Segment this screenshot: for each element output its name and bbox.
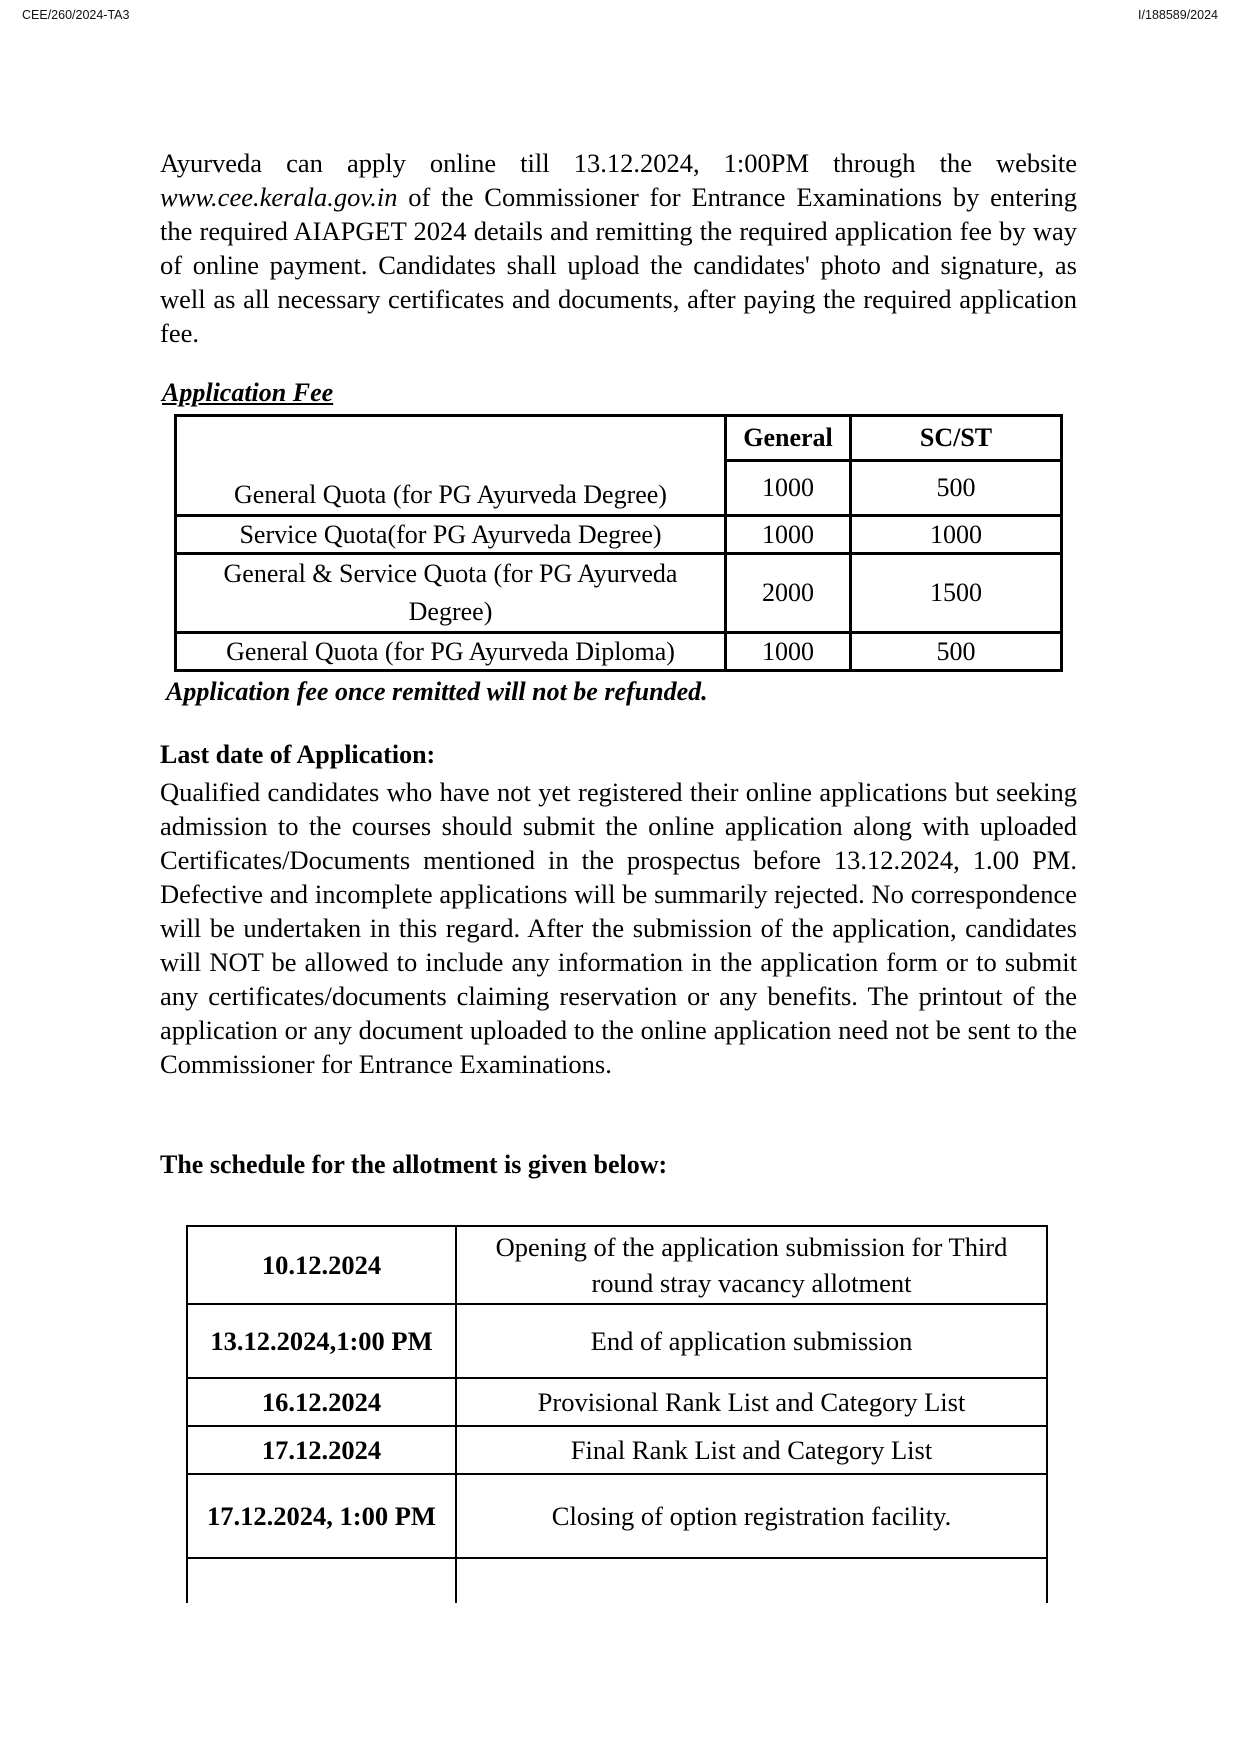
schedule-row [187, 1304, 1047, 1378]
fee-row [176, 516, 1062, 554]
application-fee-table [174, 414, 1063, 672]
fee-row-general: 1000 [726, 516, 851, 554]
fee-header-blank [176, 416, 726, 461]
schedule-date: 17.12.2024, 1:00 PM [187, 1474, 456, 1558]
intro-paragraph-container [160, 146, 1077, 350]
schedule-row-empty [187, 1558, 1047, 1603]
schedule-date: 17.12.2024 [187, 1426, 456, 1474]
fee-row [176, 461, 1062, 516]
schedule-date: 16.12.2024 [187, 1378, 456, 1426]
fee-header-scst: SC/ST [851, 416, 1062, 461]
fee-row-label: Service Quota(for PG Ayurveda Degree) [176, 516, 726, 554]
schedule-row [187, 1378, 1047, 1426]
schedule-row [187, 1474, 1047, 1558]
schedule-event: Closing of option registration facility. [456, 1474, 1047, 1558]
last-date-container [160, 775, 1077, 1081]
fee-row-scst: 500 [851, 461, 1062, 516]
document-reference-right: I/188589/2024 [1138, 8, 1218, 22]
schedule-event: Final Rank List and Category List [456, 1426, 1047, 1474]
fee-refund-note: Application fee once remitted will not be refunded. [166, 677, 708, 706]
schedule-event: Provisional Rank List and Category List [456, 1378, 1047, 1426]
last-date-heading: Last date of Application: [160, 740, 436, 769]
fee-header-general: General [726, 416, 851, 461]
fee-row [176, 554, 1062, 633]
schedule-date: 13.12.2024,1:00 PM [187, 1304, 456, 1378]
schedule-event [456, 1558, 1047, 1603]
application-fee-title: Application Fee [162, 378, 334, 407]
intro-paragraph [160, 146, 1077, 350]
fee-row-label: General Quota (for PG Ayurveda Diploma) [176, 633, 726, 671]
schedule-event: Opening of the application submission for Third round stray vacancy allotment [456, 1226, 1047, 1304]
fee-table-header [176, 416, 1062, 461]
fee-row-scst: 1000 [851, 516, 1062, 554]
allotment-schedule-table [186, 1225, 1048, 1603]
website-link[interactable]: www.cee.kerala.gov.in [160, 182, 398, 212]
document-reference-left: CEE/260/2024-TA3 [22, 8, 130, 22]
intro-text-1: Ayurveda can apply online till 13.12.2024, 1:00PM through the website [160, 148, 1077, 178]
schedule-heading: The schedule for the allotment is given below: [160, 1150, 668, 1179]
fee-row [176, 633, 1062, 671]
fee-row-general: 2000 [726, 554, 851, 633]
schedule-date: 10.12.2024 [187, 1226, 456, 1304]
fee-row-scst: 500 [851, 633, 1062, 671]
fee-row-scst: 1500 [851, 554, 1062, 633]
schedule-event: End of application submission [456, 1304, 1047, 1378]
intro-text-2: of the Commissioner for Entrance Examinations by entering the required AIAPGET 2024 details and remitting the required application fee by way of online payment. Candidates shall upload the candidates' photo and signature, as well as all necessary certificates and documents, after paying the required application fee. [160, 182, 1077, 348]
fee-row-general: 1000 [726, 461, 851, 516]
last-date-paragraph: Qualified candidates who have not yet registered their online applications but seeking admission to the courses should submit the online application along with uploaded Certificates/Documents mentioned in the prospectus before 13.12.2024, 1.00 PM. Defective and incomplete applications will be summarily rejected. No correspondence will be undertaken in this regard. After the submission of the application, candidates will NOT be allowed to include any information in the application form or to submit any certificates/documents claiming reservation or any benefits. The printout of the application or any document uploaded to the online application need not be sent to the Commissioner for Entrance Examinations. [160, 777, 1077, 1079]
fee-row-label: General Quota (for PG Ayurveda Degree) [176, 461, 726, 516]
schedule-date [187, 1558, 456, 1603]
fee-row-general: 1000 [726, 633, 851, 671]
schedule-row [187, 1426, 1047, 1474]
fee-row-label: General & Service Quota (for PG Ayurveda Degree) [176, 554, 726, 633]
schedule-row [187, 1226, 1047, 1304]
